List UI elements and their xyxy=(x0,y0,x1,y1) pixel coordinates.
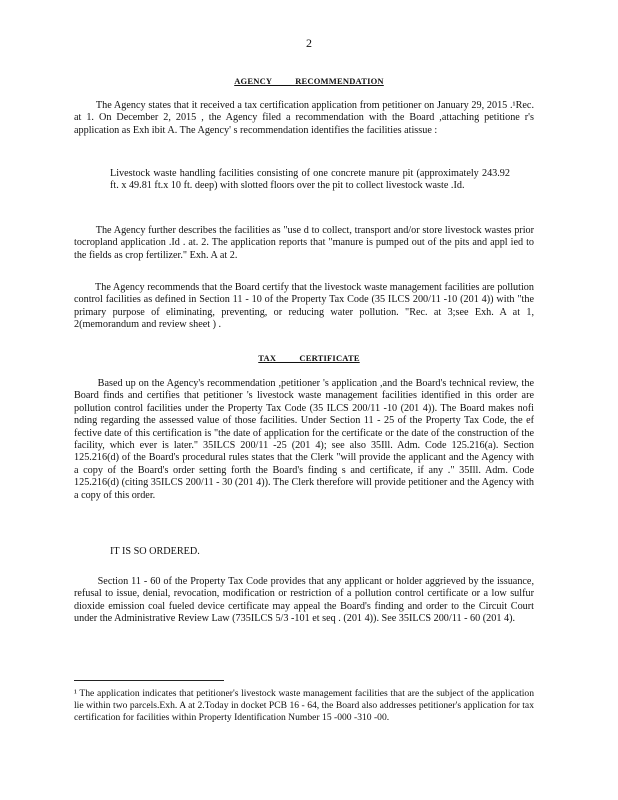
heading-tax-certificate xyxy=(0,353,618,363)
paragraph-appeal-rights: Section 11 - 60 of the Property Tax Code provides that any applicant or holder aggrieved by the issuance, refusal to issue, denial, revocation, modification or restriction of a pollution control certificate or a low sulfur dioxide emission coal fueled device certificate may appeal the Board's finding and order to the Circuit Court under the Administrative Review Law (735ILCS 5/3 -101 et seq . (201 4)). See 35ILCS 200/11 - 60 (201 4). xyxy=(74,576,537,625)
heading-agency-recommendation-text: AGENCY RECOMMENDATION xyxy=(234,76,384,86)
paragraph-agency-describes: The Agency further describes the facilities as "use d to collect, transport and/or store livestock wastes prior tocropland application .Id . at. 2. The application reports that "manure is pumped out of the pits and appl ied to the fields as crop fertilizer." Exh. A at 2. xyxy=(74,225,537,261)
paragraph-agency-received: The Agency states that it received a tax certification application from petitioner on January 29, 2015 .¹Rec. at 1. On December 2, 2015 , the Agency filed a recommendation with the Board ,attaching petitione r's application as Exh ibit A. The Agency' s recommendation identifies the facilities atissue : xyxy=(74,100,537,136)
quote-facilities-description: Livestock waste handling facilities consisting of one concrete manure pit (approximately 243.92 ft. x 49.81 ft.x 10 ft. deep) with slotted floors over the pit to collect livestock waste .Id. xyxy=(110,168,510,192)
footnote-divider xyxy=(74,680,224,681)
paragraph-agency-recommends: The Agency recommends that the Board certify that the livestock waste management facilities are pollution control facilities as defined in Section 11 - 10 of the Property Tax Code (35 ILCS 200/11 -10 (201 4)) with "the primary purpose of eliminating, preventing, or reducing water pollution. "Rec. at 3;see Exh. A at 1, 2(memorandum and review sheet ) . xyxy=(74,282,537,331)
ordered-statement: IT IS SO ORDERED. xyxy=(110,546,200,557)
page-number: 2 xyxy=(306,36,312,50)
paragraph-board-finds: Based up on the Agency's recommendation ,petitioner 's application ,and the Board's technical review, the Board finds and certifies that petitioner 's livestock waste management facilities identified in this order are pollution control facilities under the Property Tax Code (35 ILCS 200/11 -10 (201 4)). The Board makes nofi nding regarding the assessed value of those facilities. Under Section 11 - 25 of the Property Tax Code, the ef fective date of this certification is "the date of application for the certificate or the date of the construction of the facility, which ever is later." 35ILCS 200/11 -25 (201 4); see also 35Ill. Adm. Code 125.216(a). Section 125.216(d) of the Board's procedural rules states that the Clerk "will provide the applicant and the Agency with a copy of the Board's order setting forth the Board's finding s and certificate, if any ." 35Ill. Adm. Code 125.216(d) (citing 35ILCS 200/11 - 30 (201 4)). The Clerk therefore will provide petitioner and the Agency with a copy of this order. xyxy=(74,378,537,501)
heading-agency-recommendation xyxy=(0,76,618,86)
footnote-1: ¹ The application indicates that petitioner's livestock waste management facilities that are the subject of the application lie within two parcels.Exh. A at 2.Today in docket PCB 16 - 64, the Board also addresses petitioner's application for tax certification for facilities within Property Identification Number 15 -000 -310 -00. xyxy=(74,688,534,723)
heading-tax-certificate-text: TAX CERTIFICATE xyxy=(258,353,360,363)
